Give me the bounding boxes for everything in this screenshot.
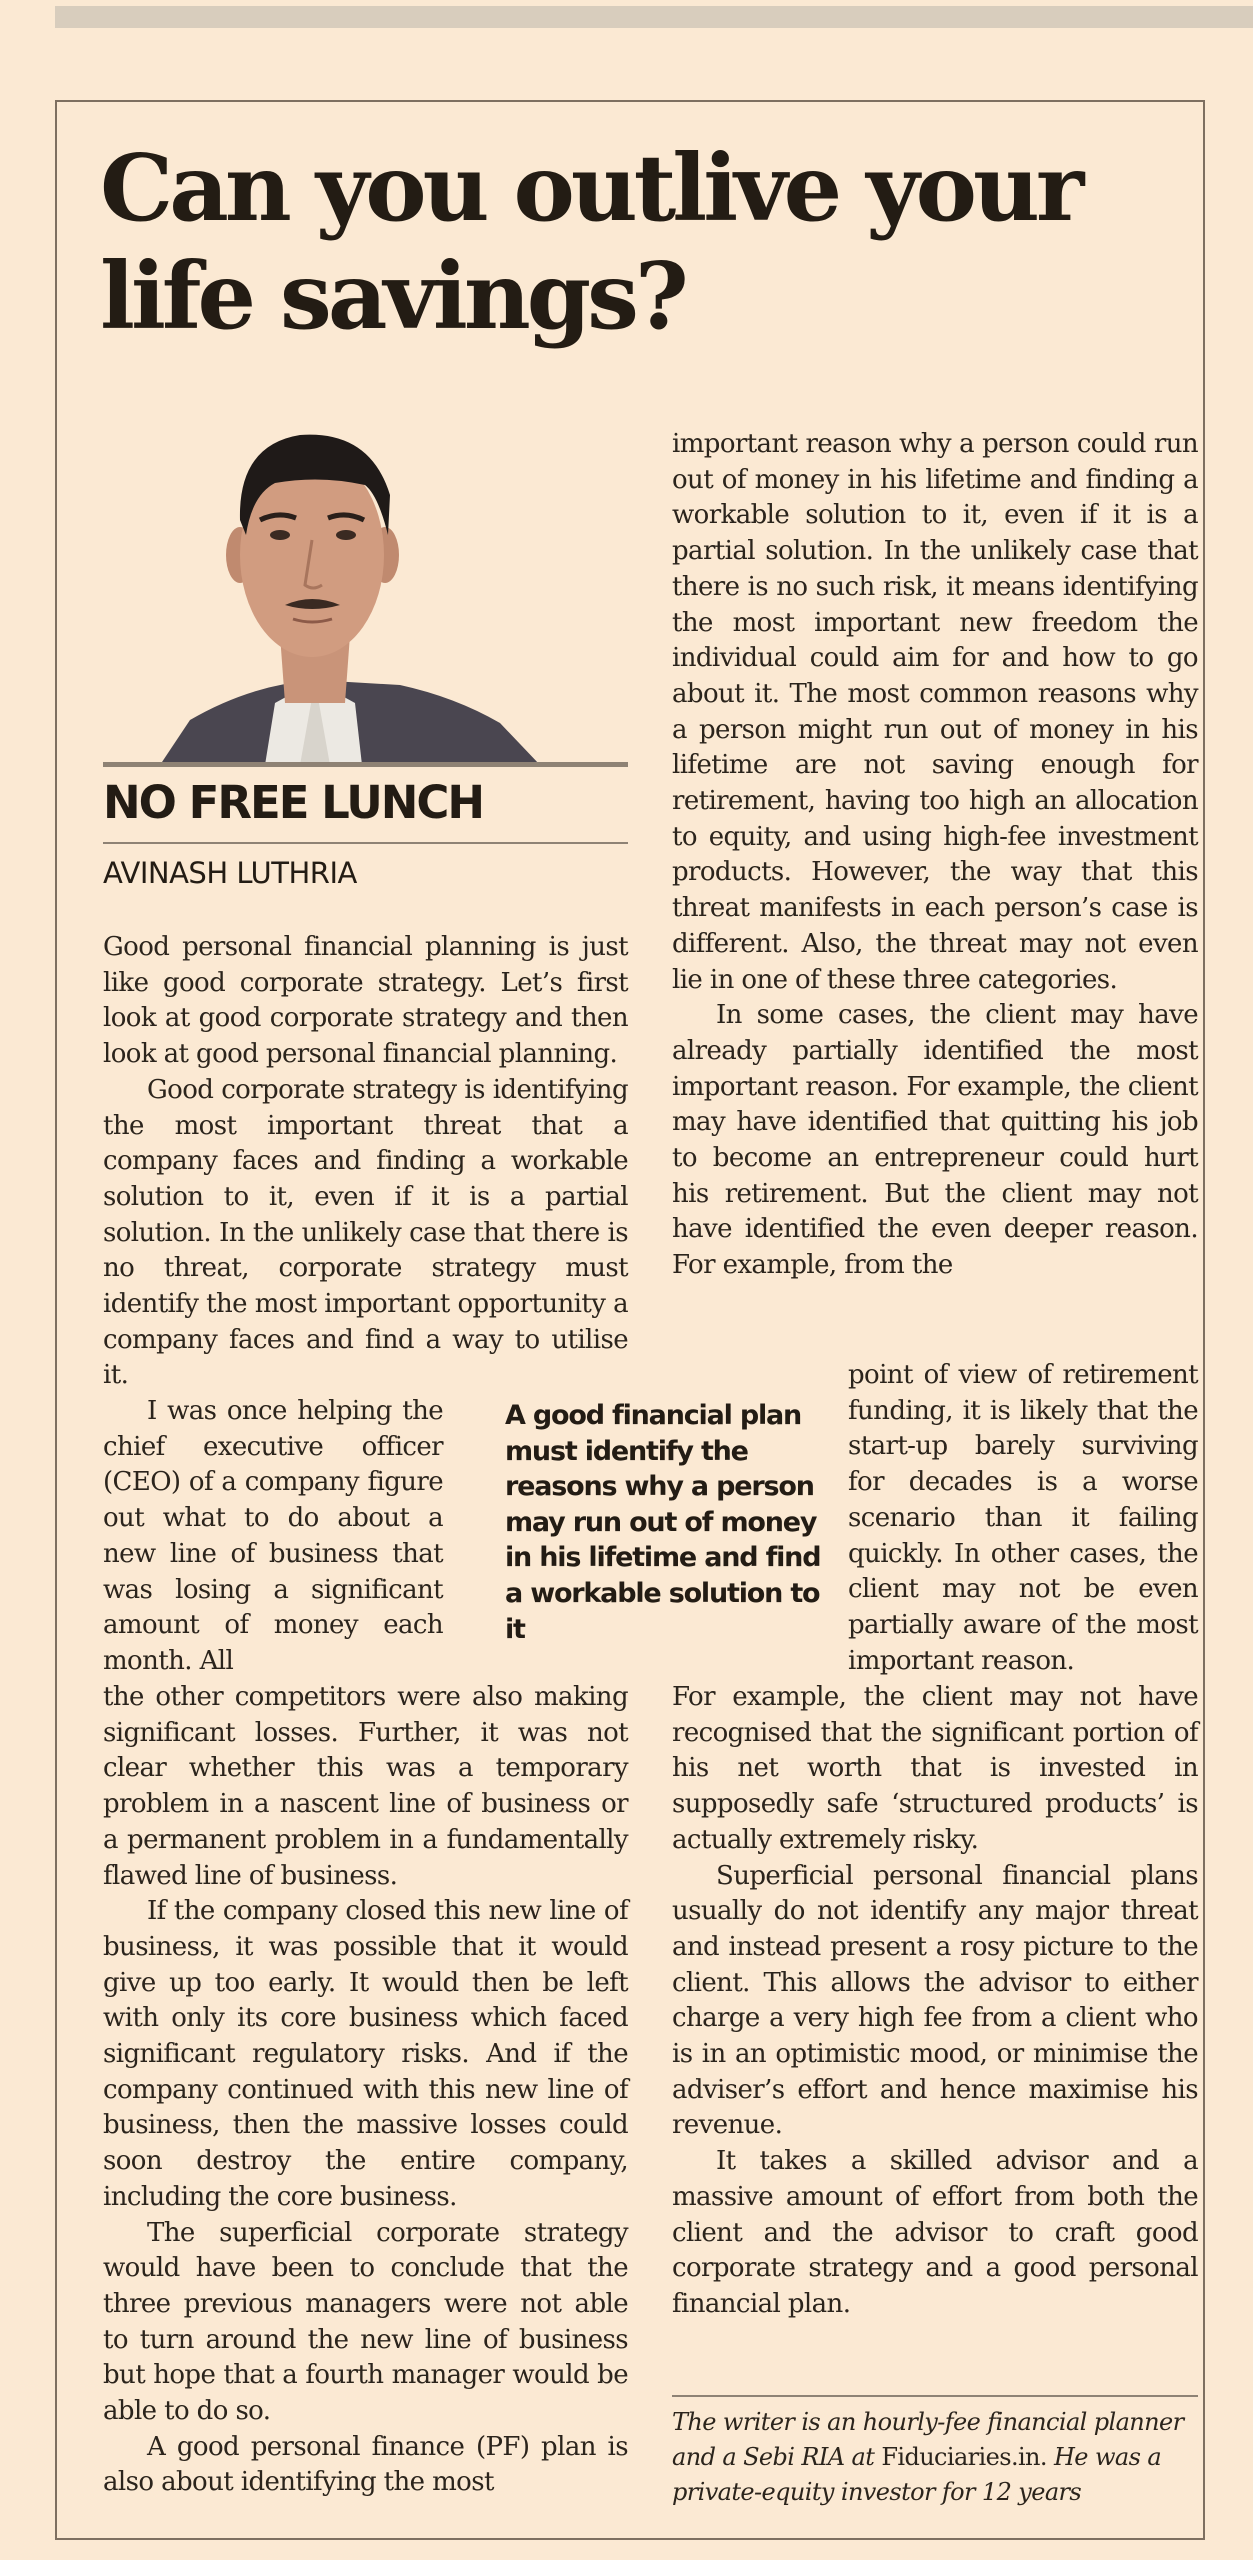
- body-paragraph: Superficial personal financial plans usually do not identify any major threat and instead present a rosy picture to the client. This allows the advisor to either charge a very high fee from a client who is in an optimistic mood, or minimise the adviser’s effort and hence maximise his revenue.: [672, 1860, 1198, 2141]
- body-paragraph: A good personal finance (PF) plan is also about identifying the most: [103, 2431, 628, 2498]
- body-column-2-bottom: [672, 1680, 1198, 2323]
- column-name: NO FREE LUNCH: [103, 776, 484, 829]
- body-paragraph: point of view of retirement funding, it is likely that the start-up barely surviving for decades is a worse scenario than it failing quickly. In other cases, the client may not be even partially aware of the most important reason.: [848, 1360, 1198, 1676]
- author-bio: [672, 2405, 1198, 2510]
- column-rule-top: [103, 762, 628, 767]
- bio-website: Fiduciaries.in.: [881, 2443, 1047, 2471]
- pull-quote: A good financial plan must identify the reasons why a person may run out of money in his lifetime and find a workable solution to it: [505, 1400, 821, 1645]
- author-photo: [100, 385, 630, 765]
- body-column-1-top: [103, 930, 628, 1394]
- body-paragraph: I was once helping the chief executive officer (CEO) of a company figure out what to do about a new line of business that was losing a significant amount of money each month. All: [103, 1396, 443, 1676]
- body-column-1-bottom: [103, 1680, 628, 2501]
- body-column-2-top: [672, 427, 1198, 1284]
- body-column-2-wrap: [848, 1358, 1198, 1679]
- author-byline: AVINASH LUTHRIA: [103, 856, 357, 890]
- body-paragraph: It takes a skilled advisor and a massive amount of effort from both the client and the advisor to craft good corporate strategy and a good personal financial plan.: [672, 2146, 1198, 2319]
- body-paragraph: If the company closed this new line of business, it was possible that it would give up too early. It would then be left with only its core business which faced significant regulatory risks. And if the company continued with this new line of business, then the massive losses could soon destroy the entire company, including the core business.: [103, 1896, 628, 2212]
- bio-text: The writer is an hourly-fee financial planner and a Sebi RIA at: [672, 2408, 1184, 2471]
- body-paragraph: Good corporate strategy is identifying the most important threat that a company faces and finding a workable solution to it, even if it is a partial solution. In the unlikely case that there is no threat, corporate strategy must identify the most important opportunity a company faces and find a way to utilise it.: [103, 1074, 628, 1391]
- body-paragraph: In some cases, the client may have already partially identified the most important reason. For example, the client may have identified that quitting his job to become an entrepreneur could hurt his retirement. But the client may not have identified the even deeper reason. For example, from the: [672, 1000, 1198, 1281]
- bio-rule: [672, 2395, 1198, 2397]
- headline: Can you outlive your life savings?: [100, 134, 1081, 350]
- top-margin-bar: [55, 6, 1253, 28]
- body-paragraph: the other competitors were also making significant losses. Further, it was not clear whether this was a temporary problem in a nascent line of business or a permanent problem in a fundamentally flawed line of business.: [103, 1682, 628, 1891]
- body-paragraph: The superficial corporate strategy would have been to conclude that the three previous managers were not able to turn around the new line of business but hope that a fourth manager would be able to do so.: [103, 2217, 628, 2427]
- body-paragraph: important reason why a person could run out of money in his lifetime and finding a workable solution to it, even if it is a partial solution. In the unlikely case that there is no such risk, it means identifying the most important new freedom the individual could aim for and how to go about it. The most common reasons why a person might run out of money in his lifetime are not saving enough for retirement, having too high an allocation to equity, and using high-fee investment products. However, the way that this threat manifests in each person’s case is different. Also, the threat may not even lie in one of these three categories.: [672, 429, 1198, 995]
- column-rule-bottom: [103, 842, 628, 844]
- bio-text: He was a private-equity investor for 12 years: [672, 2443, 1162, 2506]
- body-column-1-wrap: [103, 1394, 443, 1680]
- body-paragraph: Good personal financial planning is just like good corporate strategy. Let’s first look at good corporate strategy and then look at good personal financial planning.: [103, 932, 628, 1070]
- body-paragraph: For example, the client may not have recognised that the significant portion of his net worth that is invested in supposedly safe ‘structured products’ is actually extremely risky.: [672, 1682, 1198, 1855]
